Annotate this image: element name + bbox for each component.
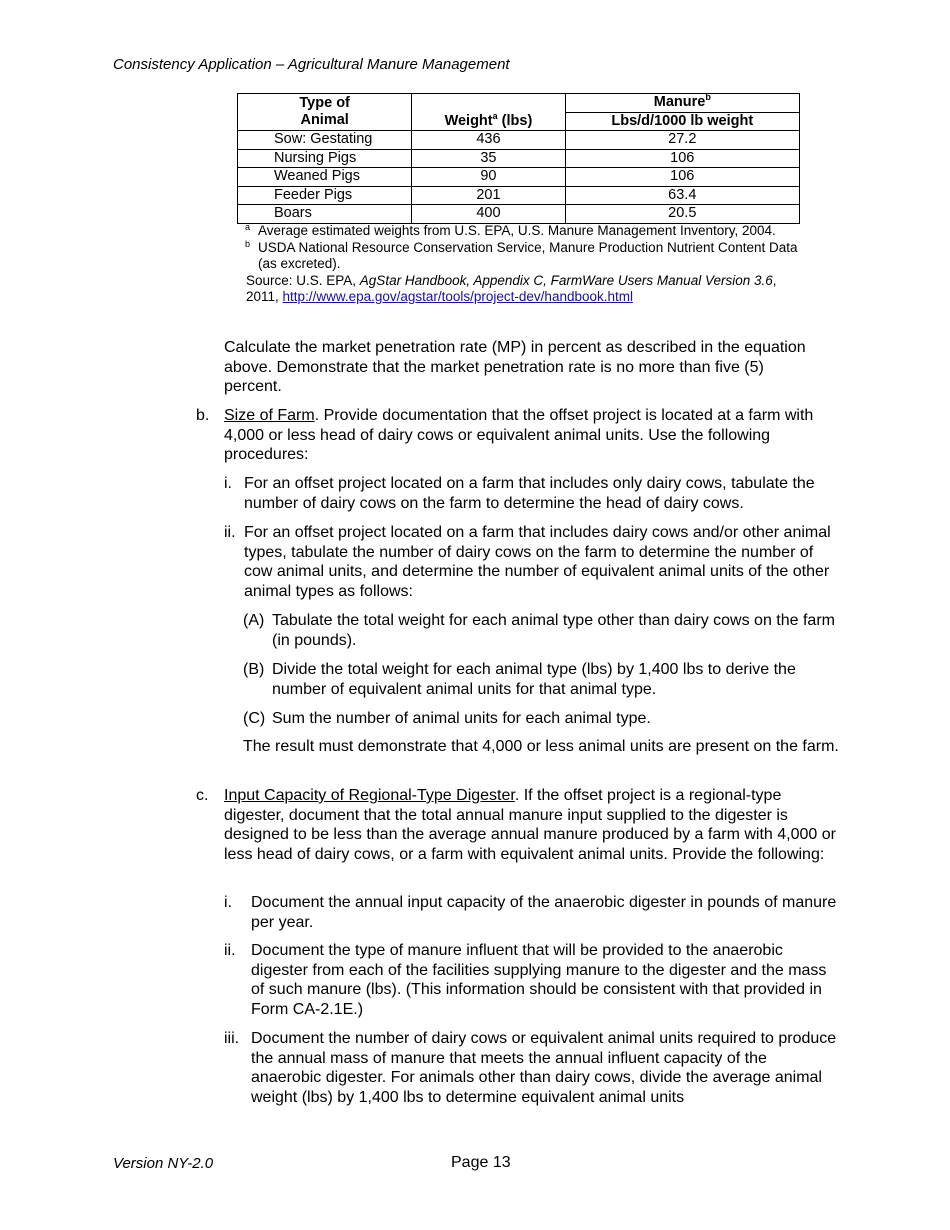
animal-cell: Nursing Pigs xyxy=(238,149,412,168)
weight-cell: 400 xyxy=(412,205,565,224)
footnote-text: USDA National Resource Conservation Service, Manure Production Nutrient Content Data (as excreted). xyxy=(258,239,798,271)
item-label: ii. xyxy=(224,524,236,541)
item-c-i xyxy=(224,893,839,932)
manure-cell: 20.5 xyxy=(565,205,799,224)
item-c-ii xyxy=(224,941,839,1019)
item-label: (B) xyxy=(243,661,265,678)
manure-cell: 63.4 xyxy=(565,186,799,205)
animal-cell: Feeder Pigs xyxy=(238,186,412,205)
table-header-row xyxy=(238,94,800,113)
item-b-ii xyxy=(224,523,836,601)
item-text: Document the annual input capacity of the anaerobic digester in pounds of manure per year. xyxy=(251,894,837,931)
footer-page-number: Page 13 xyxy=(451,1154,511,1171)
item-b-text: Size of Farm. Provide documentation that the offset project is located at a farm with 4,000 or less head of dairy cows or equivalent animal units. Use the following procedures: xyxy=(224,407,814,464)
manure-cell: 106 xyxy=(565,149,799,168)
item-text: For an offset project located on a farm that includes only dairy cows, tabulate the number of dairy cows on the farm to determine the head of dairy cows. xyxy=(244,475,815,512)
weight-cell: 90 xyxy=(412,168,565,187)
animal-cell: Sow: Gestating xyxy=(238,131,412,150)
footnote-source: Source: U.S. EPA, AgStar Handbook, Appendix C, FarmWare Users Manual Version 3.6, 2011, http://www.epa.gov/agstar/tools/project-dev/handbook.html xyxy=(246,272,777,304)
item-c-iii xyxy=(224,1029,839,1107)
table-row xyxy=(238,205,800,224)
item-c xyxy=(196,786,836,864)
mp-paragraph: Calculate the market penetration rate (MP) in percent as described in the equation above. Demonstrate that the market penetration rate is no more than five (5) percent. xyxy=(224,339,806,396)
item-text: Tabulate the total weight for each animal type other than dairy cows on the farm (in pounds). xyxy=(272,612,835,649)
header-manure-unit: Lbs/d/1000 lb weight xyxy=(565,112,799,131)
table-row xyxy=(238,186,800,205)
table-row xyxy=(238,131,800,150)
item-label: i. xyxy=(224,475,232,492)
item-text: Document the type of manure influent that will be provided to the anaerobic digester from each of the facilities supplying manure to the digester and the mass of such manure (lbs). (This information should be consistent with that provided in Form CA-2.1E.) xyxy=(251,942,827,1018)
header-type-of-animal: Type of Animal xyxy=(238,94,412,131)
item-label: (A) xyxy=(243,612,265,629)
item-label: ii. xyxy=(224,942,236,959)
header-manure: Manure$^b$ xyxy=(565,94,799,113)
item-text: Divide the total weight for each animal type (lbs) by 1,400 lbs to derive the number of equivalent animal units for that animal type. xyxy=(272,661,796,698)
item-label: c. xyxy=(196,787,209,804)
item-label: (C) xyxy=(243,710,266,727)
item-C xyxy=(243,709,839,729)
item-label: i. xyxy=(224,894,232,911)
footnote-marker: b xyxy=(245,238,251,249)
section-heading: Size of Farm xyxy=(224,407,315,424)
footnote-marker: a xyxy=(245,222,251,232)
running-header: Consistency Application – Agricultural Manure Management xyxy=(113,56,510,73)
weight-cell: 35 xyxy=(412,149,565,168)
table-footnotes xyxy=(243,223,803,306)
animal-cell: Boars xyxy=(238,205,412,224)
item-A xyxy=(243,611,839,650)
footnote-b xyxy=(243,240,803,273)
item-B xyxy=(243,660,839,699)
section-heading: Input Capacity of Regional-Type Digester xyxy=(224,787,515,804)
footnote-text: Average estimated weights from U.S. EPA, U.S. Manure Management Inventory, 2004. xyxy=(258,223,776,238)
item-text: Sum the number of animal units for each animal type. xyxy=(272,710,651,727)
weight-cell: 436 xyxy=(412,131,565,150)
table-row xyxy=(238,149,800,168)
item-c-text: Input Capacity of Regional-Type Digester. If the offset project is a regional-type digester, document that the total annual manure input supplied to the digester is designed to be less than the average annual manure produced by a farm with 4,000 or less head of dairy cows, or a farm with equivalent animal units. Provide the following: xyxy=(224,787,836,863)
footer-version: Version NY-2.0 xyxy=(113,1155,214,1172)
table-row xyxy=(238,168,800,187)
item-b-i xyxy=(224,474,836,513)
weight-cell: 201 xyxy=(412,186,565,205)
animal-cell: Weaned Pigs xyxy=(238,168,412,187)
manure-cell: 27.2 xyxy=(565,131,799,150)
item-b xyxy=(196,406,836,465)
item-text: For an offset project located on a farm that includes dairy cows and/or other animal types, tabulate the number of dairy cows on the farm to determine the number of cow animal units, and determine the number of equivalent animal units of the other animal types as follows: xyxy=(244,524,831,600)
footnote-a xyxy=(243,223,803,240)
animal-manure-table xyxy=(237,93,800,224)
result-paragraph: The result must demonstrate that 4,000 or less animal units are present on the farm. xyxy=(243,738,839,755)
manure-cell: 106 xyxy=(565,168,799,187)
header-weight: Weight$^a$ (lbs) xyxy=(412,94,565,131)
item-label: iii. xyxy=(224,1030,240,1047)
item-label: b. xyxy=(196,407,210,424)
item-text: Document the number of dairy cows or equivalent animal units required to produce the annual mass of manure that meets the annual influent capacity of the anaerobic digester. For animals other than dairy cows, divide the average animal weight (lbs) by 1,400 lbs to determine equivalent animal units xyxy=(251,1030,837,1106)
source-link[interactable]: http://www.epa.gov/agstar/tools/project-dev/handbook.html xyxy=(282,289,633,304)
